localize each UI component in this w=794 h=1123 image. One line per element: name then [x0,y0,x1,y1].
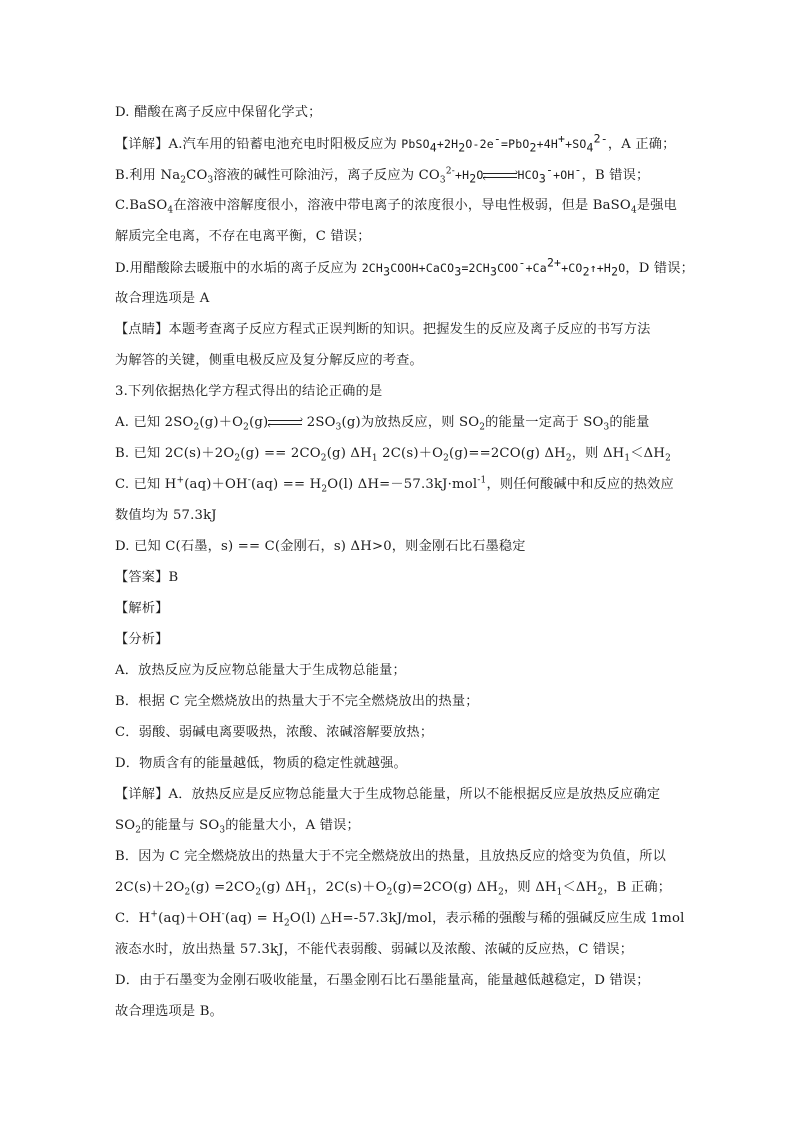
text-line: 为解答的关键，侧重电极反应及复分解反应的考查。 [115,353,423,368]
text-line: D．物质含有的能量越低，物质的稳定性就越强。 [115,756,407,771]
text-line: D．由于石墨变为金刚石吸收能量，石墨金刚石比石墨能量高，能量越低越稳定，D 错误； [115,973,650,988]
text-line: B．根据 C 完全燃烧放出的热量大于不完全燃烧放出的热量； [115,694,479,709]
text-line-equation: D.用醋酸除去暖瓶中的水垢的离子反应为 $2CH_3COOH+CaCO_3=2CH_3COO^-+Ca^{2+}+CO_2↑+H_2O$，D 错误； [115,255,695,279]
reversible-arrow-icon: › ‹ [267,414,304,431]
analysis-label: 【解析】 [115,601,169,616]
reversible-arrow-icon: › ‹ [482,167,519,184]
answer-label: 【答案】B [115,570,179,585]
question-title: 3.下列依据热化学方程式得出的结论正确的是 [115,384,383,399]
text-line: A．放热反应为反应物总能量大于生成物总能量； [115,663,406,678]
text-line: 数值均为 57.3kJ [115,508,217,523]
option-a: A. 已知 $2SO_2(g)+O_2(g)$ › ‹ $2SO_3(g)$为放热反应，则 $SO_2$的能量一定高于 $SO_3$的能量 [115,414,650,433]
option-b: B. 已知 $2C(s)+2O_2(g) == 2CO_2(g)$ $\Delta H_1$ $2C(s)+O_2(g)==2CO(g)$ $\Delta H_2$，则 $\Delta H_1<\Delta H_2$ [115,446,672,464]
text-line: C．弱酸、弱碱电离要吸热，浓酸、浓碱溶解要放热； [115,725,434,740]
text-line: B．因为 C 完全燃烧放出的热量大于不完全燃烧放出的热量，且放热反应的焓变为负值，所以 [115,849,667,864]
option-d: D. 已知 C(石墨，s) == C(金刚石，s) ΔH>0，则金刚石比石墨稳定 [115,539,526,554]
text-line: 【详解】A．放热反应是反应物总能量大于生成物总能量，所以不能根据反应是放热反应确定 [115,787,661,802]
text-line-equation: $2C(s)+2O_2(g) =2CO_2(g)$ $\Delta H_1$，$2C(s)+O_2(g)=2CO(g)$ $\Delta H_2$，则 $\Delta H_1<\Delta H_2$，B 正确； [115,880,672,898]
text-line-equation: C．$H^+(aq)+OH^-(aq) = H_2O(l)$ △H=-57.3kJ/mol，表示稀的强酸与稀的强碱反应生成 1mol [115,909,685,929]
text-line: 故合理选项是 A [115,291,210,306]
text-line: C.BaSO$_4$在溶液中溶解度很小，溶液中带电离子的浓度很小，导电性极弱，但是 BaSO$_4$是强电 [115,198,678,216]
text-line: D. 醋酸在离子反应中保留化学式； [115,105,322,120]
text-line: 【点睛】本题考查离子反应方程式正误判断的知识。把握发生的反应及离子反应的书写方法 [115,322,651,337]
text-line: 故合理选项是 B。 [115,1004,223,1019]
text-line: 液态水时，放出热量 57.3kJ，不能代表弱酸、弱碱以及浓酸、浓碱的反应热，C 错误； [115,942,634,957]
option-c: C. 已知 $H^+(aq)+OH^-(aq) == H_2O(l)$ ΔH=－57.3kJ·mol$^{-1}$，则任何酸碱中和反应的热效应 [115,475,674,495]
text-line: $SO_2$的能量与 $SO_3$的能量大小，A 错误； [115,818,360,836]
section-label: 【分析】 [115,632,169,647]
text-line-equation: B.利用 $Na_2CO_3$溶液的碱性可除油污，离子反应为 $CO_3^{2-}+H_2O$ › ‹ $HCO_3^-+OH^-$，B 错误； [115,162,650,186]
text-line-equation: 【详解】A.汽车用的铅蓄电池充电时阳极反应为 $PbSO_4+2H_2O-2e^-=PbO_2+4H^++SO_4^{2-}$，A 正确； [115,131,676,155]
text-line: 解质完全电离，不存在电离平衡，C 错误； [115,229,371,244]
